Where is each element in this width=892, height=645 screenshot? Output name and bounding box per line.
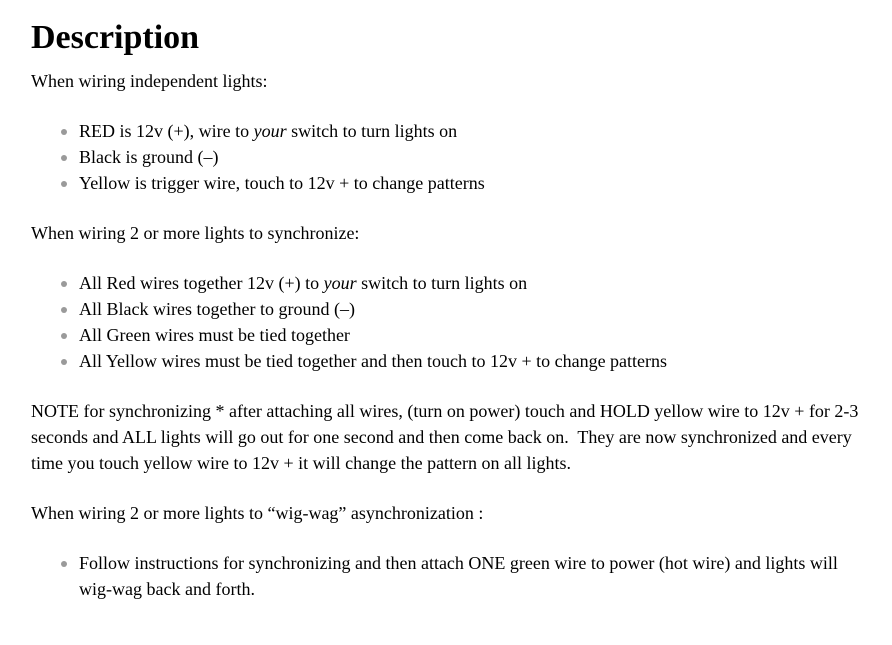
wigwag-wiring-intro: When wiring 2 or more lights to “wig-wag” asynchronization :	[31, 503, 484, 523]
sync-wiring-list	[31, 270, 881, 374]
sync-wiring-intro: When wiring 2 or more lights to synchronize:	[31, 223, 360, 243]
list-item: All Yellow wires must be tied together and then touch to 12v + to change patterns	[31, 348, 881, 374]
list-item: All Red wires together 12v (+) to your switch to turn lights on	[31, 270, 881, 296]
list-item: Yellow is trigger wire, touch to 12v + to change patterns	[31, 170, 881, 196]
independent-wiring-list	[31, 118, 881, 196]
list-item: RED is 12v (+), wire to your switch to turn lights on	[31, 118, 881, 144]
list-item: Follow instructions for synchronizing and then attach ONE green wire to power (hot wire) and lights will wig-wag back and forth.	[31, 550, 859, 602]
page-title: Description	[31, 19, 200, 56]
wigwag-wiring-list	[31, 550, 881, 602]
list-item: All Green wires must be tied together	[31, 322, 881, 348]
list-item: Black is ground (–)	[31, 144, 881, 170]
independent-wiring-intro: When wiring independent lights:	[31, 71, 268, 91]
list-item: All Black wires together to ground (–)	[31, 296, 881, 322]
description-section	[31, 0, 881, 602]
sync-note: NOTE for synchronizing * after attaching all wires, (turn on power) touch and HOLD yellow wire to 12v + for 2-3 seconds and ALL lights will go out for one second and then come back on. They are now synchronized and every time you touch yellow wire to 12v + it will change the pattern on all lights.	[31, 401, 859, 473]
